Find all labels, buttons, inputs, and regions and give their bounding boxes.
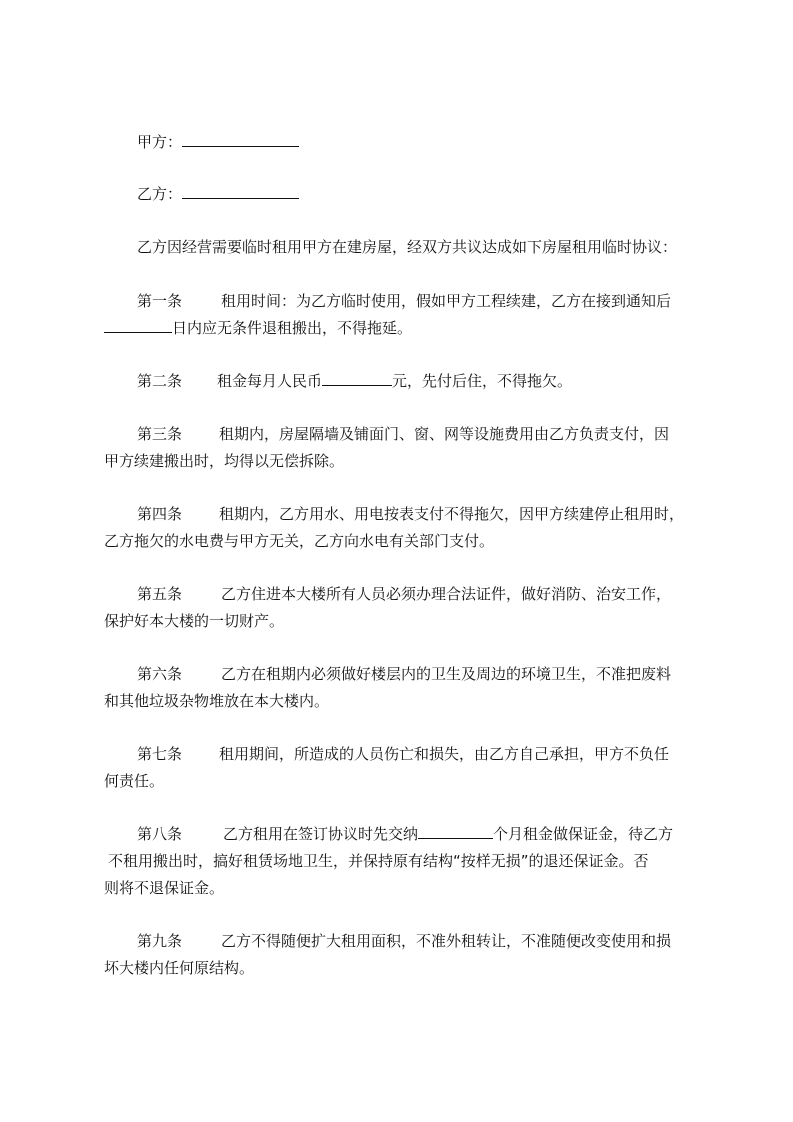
party-a-blank[interactable] (182, 132, 299, 147)
party-b-blank[interactable] (182, 184, 299, 199)
article-5-line-2: 保护好本大楼的一切财产。 (104, 612, 285, 630)
article-3-text-1: 租期内，房屋隔墙及铺面门、窗、网等设施费用由乙方负责支付，因 (219, 425, 670, 443)
article-6-text-1: 乙方在租期内必须做好楼层内的卫生及周边的环境卫生，不准把废料 (221, 665, 672, 683)
article-9-line-1 (137, 931, 671, 951)
article-7-line-1 (137, 744, 669, 764)
article-5-text-1: 乙方住进本大楼所有人员必须办理合法证件，做好消防、治安工作， (221, 585, 672, 603)
article-3-line-2: 甲方续建搬出时，均得以无偿拆除。 (104, 452, 345, 470)
article-1-text-2: 日内应无条件退租搬出，不得拖延。 (172, 319, 413, 337)
article-1-days-blank[interactable] (104, 318, 172, 333)
article-8-line-3: 则将不退保证金。 (104, 879, 225, 897)
article-9-line-2: 坏大楼内任何原结构。 (104, 959, 255, 977)
article-9-label: 第九条 (137, 932, 183, 950)
article-4-line-2: 乙方拖欠的水电费与甲方无关，乙方向水电有关部门支付。 (104, 532, 495, 550)
article-2-label: 第二条 (137, 372, 183, 390)
article-5-label: 第五条 (137, 585, 183, 603)
party-b-line (137, 184, 299, 204)
article-8-months-blank[interactable] (418, 824, 493, 839)
article-1-line-1 (137, 291, 671, 311)
party-a-label: 甲方： (137, 133, 183, 151)
article-7-text-1: 租用期间，所造成的人员伤亡和损失，由乙方自己承担，甲方不负任 (219, 745, 670, 763)
article-2-line-1 (137, 371, 572, 391)
article-3-label: 第三条 (137, 425, 183, 443)
article-8-text-after: 个月租金做保证金，待乙方 (493, 825, 674, 843)
article-8-line-2: 不租用搬出时，搞好租赁场地卫生，并保持原有结构“按样无损”的退还保证金。否 (108, 852, 649, 870)
article-7-line-2: 何责任。 (104, 772, 165, 790)
article-1-label: 第一条 (137, 292, 183, 310)
article-3-line-1 (137, 424, 669, 444)
party-a-line (137, 132, 299, 152)
party-b-label: 乙方： (137, 185, 183, 203)
article-2-text-before: 租金每月人民币 (217, 372, 323, 390)
article-8-line-1 (137, 824, 673, 844)
article-4-line-1 (137, 504, 684, 524)
article-4-text-1: 租期内，乙方用水、用电按表支付不得拖欠，因甲方续建停止租用时， (219, 505, 685, 523)
article-5-line-1 (137, 584, 671, 604)
article-9-text-1: 乙方不得随便扩大租用面积，不准外租转让，不准随便改变使用和损 (221, 932, 672, 950)
article-2-text-after: 元，先付后住，不得拖欠。 (392, 372, 573, 390)
article-6-line-1 (137, 664, 671, 684)
intro-paragraph: 乙方因经营需要临时租用甲方在建房屋，经双方共议达成如下房屋租用临时协议： (137, 238, 678, 256)
article-6-line-2: 和其他垃圾杂物堆放在本大楼内。 (104, 692, 330, 710)
article-1-text-1: 租用时间：为乙方临时使用，假如甲方工程续建，乙方在接到通知后 (221, 292, 672, 310)
article-1-line-2 (104, 318, 412, 338)
article-6-label: 第六条 (137, 665, 183, 683)
article-4-label: 第四条 (137, 505, 183, 523)
article-2-rent-blank[interactable] (322, 371, 392, 386)
article-8-text-before: 乙方租用在签订协议时先交纳 (223, 825, 419, 843)
article-8-label: 第八条 (137, 825, 183, 843)
article-7-label: 第七条 (137, 745, 183, 763)
